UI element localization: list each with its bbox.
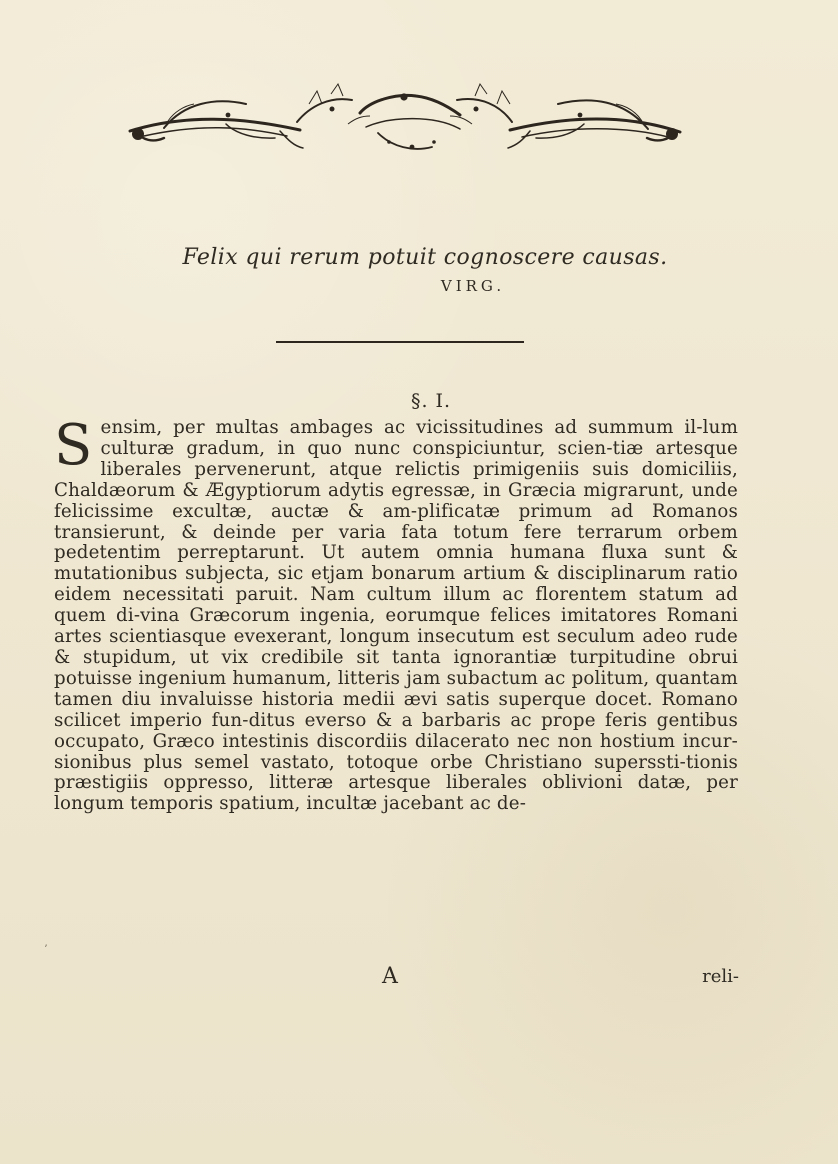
epigraph-author: VIRG. [440, 277, 506, 295]
separator-rule [276, 339, 524, 345]
main-paragraph [54, 413, 738, 815]
drop-cap-letter: S [54, 413, 93, 478]
catchword: reli- [702, 966, 739, 987]
paragraph-text-block [54, 413, 738, 815]
epigraph-line: Felix qui rerum potuit cognoscere causas. [182, 245, 668, 270]
printer-mark: ʼ [44, 944, 48, 955]
signature-mark: A [382, 964, 398, 989]
section-heading: §. I. [410, 390, 452, 412]
paragraph-body-text: ensim, per multas ambages ac vicissitudines ad summum il-lum culturæ gradum, in quo nunc conspiciuntur, scien-tiæ artesque liberales pervenerunt, atque relictis primigeniis suis domiciliis, Chaldæorum & Ægyptiorum adytis egressæ, in Græcia migrarunt, unde felicissime excultæ, auctæ & am-plificatæ primum ad Romanos transierunt, & deinde per varia fata totum fere terrarum orbem pedetentim perreptarunt. Ut autem omnia humana fluxa sunt & mutationibus subjecta, sic etjam bonarum artium & disciplinarum ratio eidem necessitati paruit. Nam cultum illum ac florentem statum ad quem di-vina Græcorum ingenia, eorumque felices imitatores Romani artes scientiasque evexerant, longum insecutum est seculum adeo rude & stupidum, ut vix credibile sit tanta ignorantiæ turpitudine obrui potuisse ingenium humanum, litteris jam subactum ac politum, quantam tamen diu invaluisse historia medii ævi satis superque docet. Romano scilicet imperio fun-ditus everso & a barbaris ac prope feris gentibus occupato, Græco intestinis discordiis dilacerato nec non hostium incur-sionibus plus semel vastato, totoque orbe Christiano superssti-tionis præstigiis oppresso, litteræ artesque liberales oblivioni datæ, per longum temporis spatium, incultæ jacebant ac de- [54, 417, 738, 815]
headpiece-ornament [110, 76, 700, 164]
